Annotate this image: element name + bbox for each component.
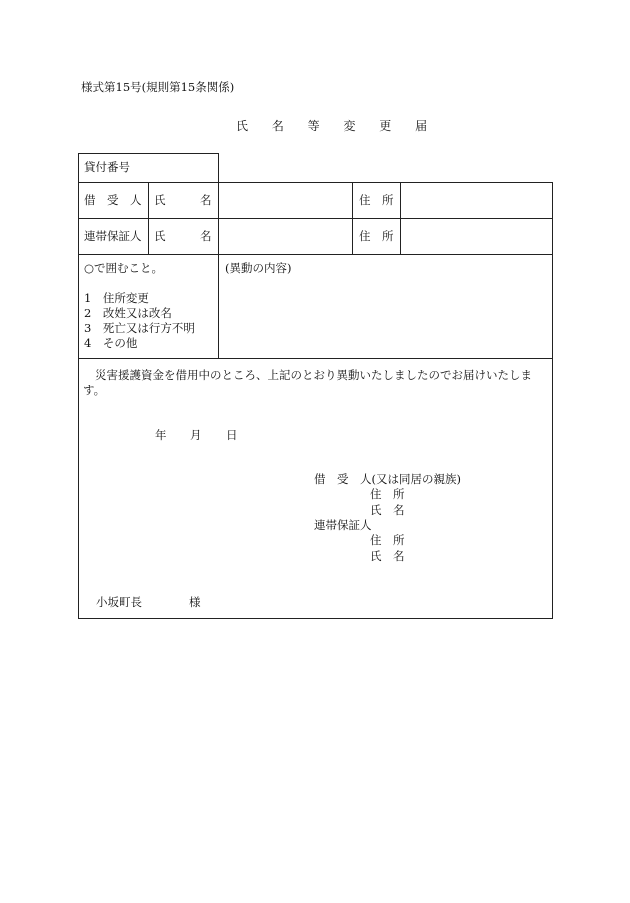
date-year-label: 年: [155, 428, 167, 442]
instruction-text: ○で囲むこと。: [84, 261, 164, 275]
guarantor-address-label: 住 所: [359, 229, 394, 243]
signature-guarantor-address: 住 所: [370, 533, 405, 547]
loan-number-field[interactable]: [219, 153, 553, 182]
borrower-address-label: 住 所: [359, 193, 394, 207]
signature-borrower-address: 住 所: [370, 487, 405, 501]
row-divider: [78, 254, 553, 255]
date-month-label: 月: [190, 428, 202, 442]
option-name-change[interactable]: 2 改姓又は改名: [84, 306, 172, 320]
option-other[interactable]: 4 その他: [84, 336, 138, 350]
loan-number-label: 貸付番号: [84, 160, 130, 174]
signature-guarantor-label: 連帯保証人: [314, 518, 372, 532]
row-divider: [78, 358, 553, 359]
borrower-address-field[interactable]: [401, 183, 552, 218]
guarantor-address-field[interactable]: [401, 219, 552, 254]
signature-borrower-name: 氏 名: [370, 503, 405, 517]
option-address-change[interactable]: 1 住所変更: [84, 291, 149, 305]
guarantor-label: 連帯保証人: [84, 229, 142, 243]
document-title: 氏 名 等 変 更 届: [236, 119, 438, 133]
change-details-field[interactable]: [219, 277, 552, 357]
change-options-list: [84, 291, 195, 351]
borrower-label: 借 受 人: [84, 193, 142, 207]
signature-guarantor-name: 氏 名: [370, 549, 405, 563]
form-number-label: 様式第15号(規則第15条関係): [81, 80, 235, 94]
column-divider: [352, 182, 353, 254]
addressee-suffix: 様: [189, 595, 201, 609]
option-death-missing[interactable]: 3 死亡又は行方不明: [84, 321, 195, 335]
signature-borrower-label: 借 受 人(又は同居の親族): [314, 472, 461, 486]
borrower-name-field[interactable]: [219, 183, 352, 218]
column-divider: [148, 182, 149, 254]
guarantor-name-label: 氏 名: [154, 229, 212, 243]
addressee: 小坂町長: [96, 595, 142, 609]
borrower-name-label: 氏 名: [154, 193, 212, 207]
statement-text: 災害援護資金を借用中のところ、上記のとおり異動いたしましたのでお届けいたします。: [83, 368, 532, 397]
change-details-label: (異動の内容): [225, 261, 292, 275]
guarantor-name-field[interactable]: [219, 219, 352, 254]
date-day-label: 日: [226, 428, 238, 442]
